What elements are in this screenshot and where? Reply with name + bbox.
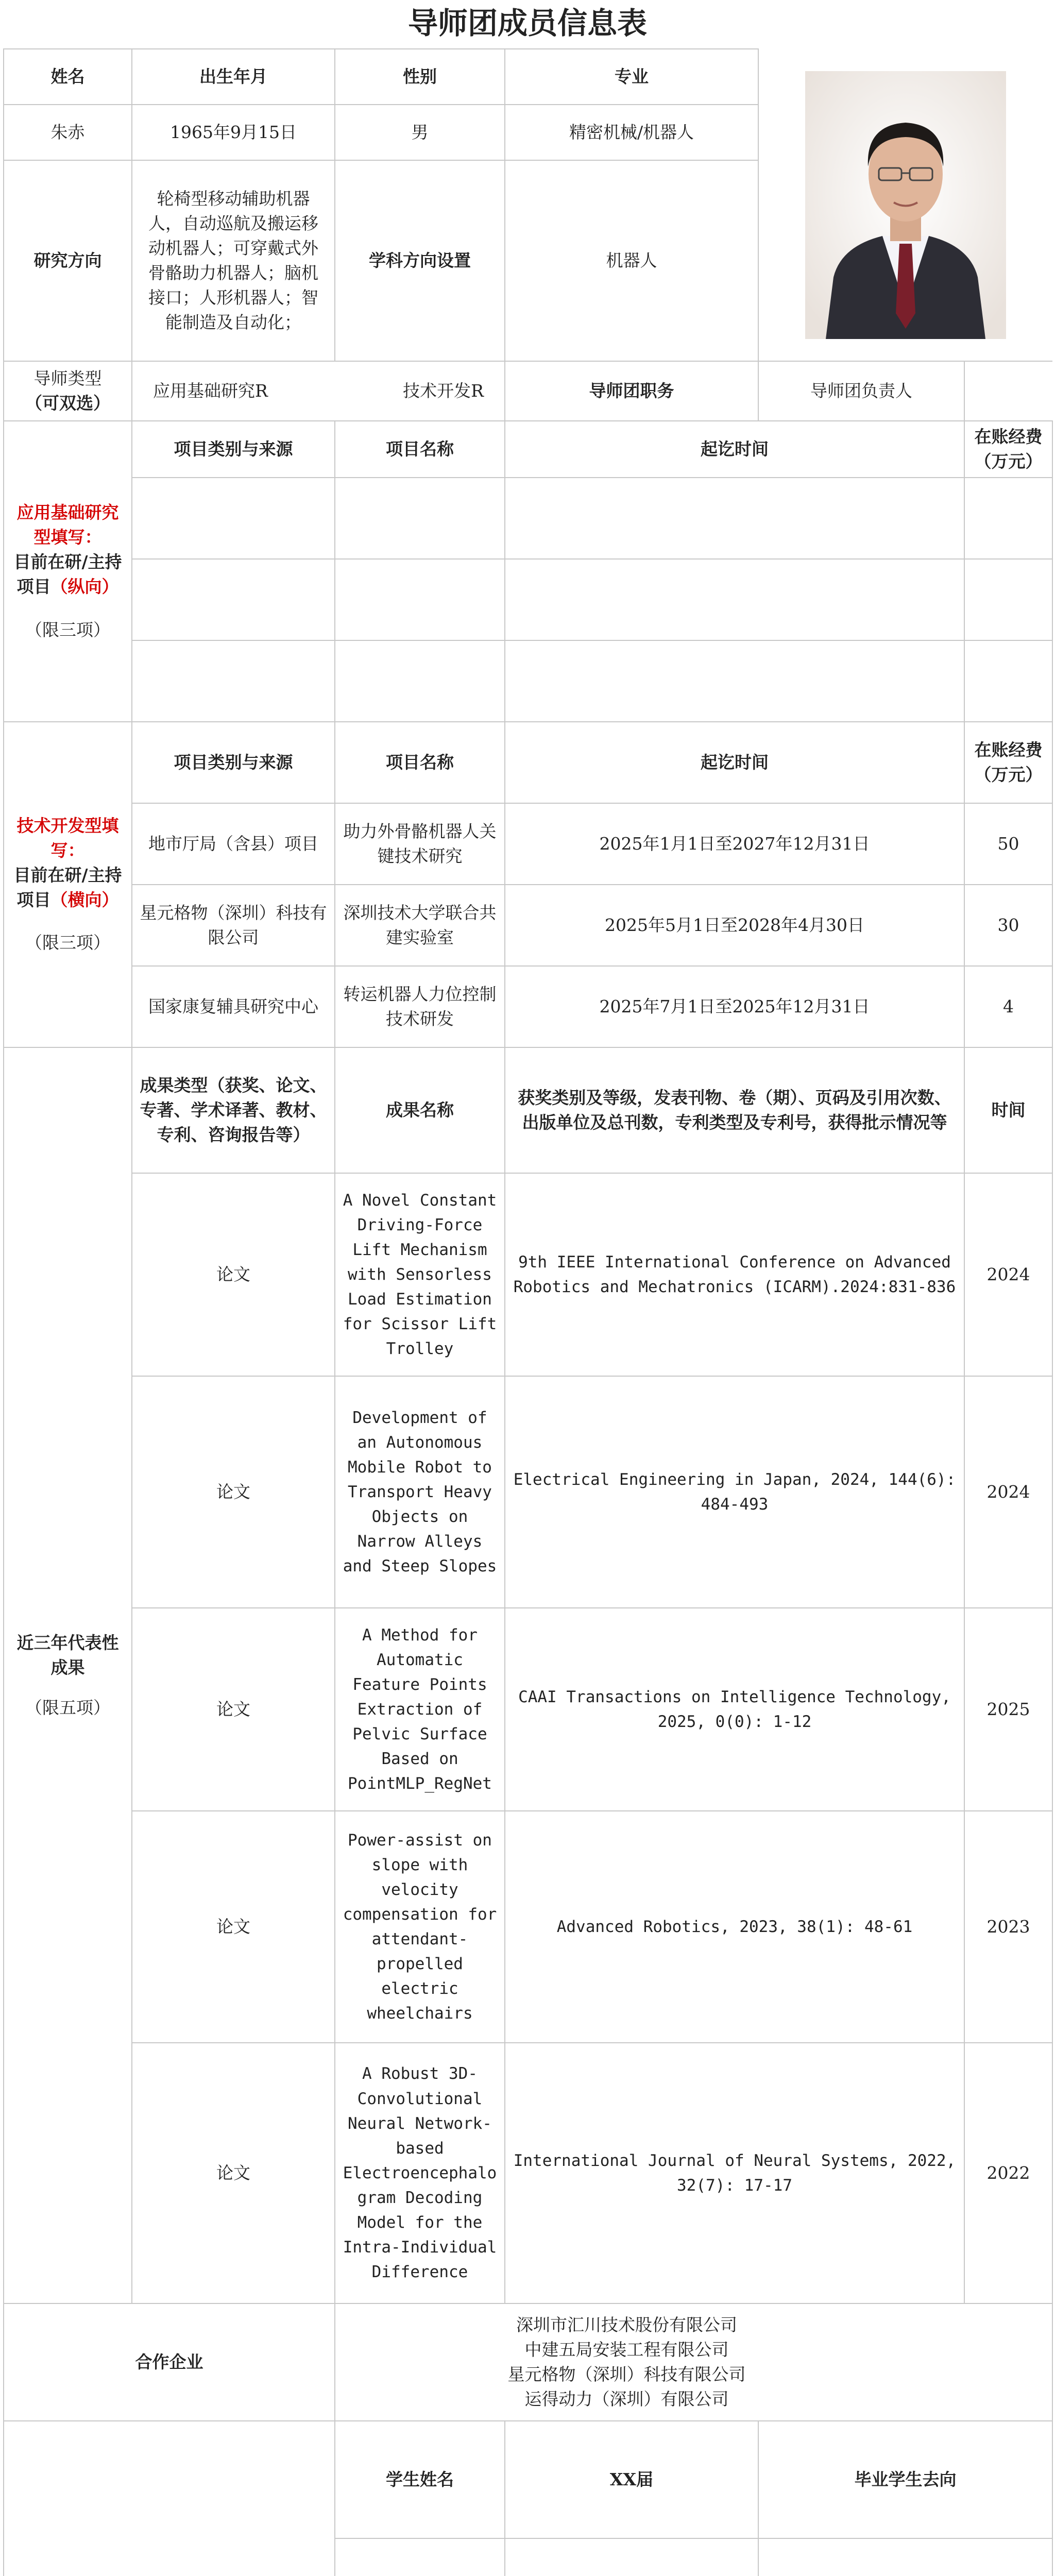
table-row [4, 803, 1052, 885]
cell[interactable] [132, 640, 335, 722]
achievement-venue: International Journal of Neural Systems, 2022, 32(7): 17-17 [505, 2043, 964, 2303]
project-source: 国家康复辅具研究中心 [132, 966, 335, 1047]
mentor-type-note: （可双选） [25, 393, 110, 413]
cell[interactable] [505, 2538, 758, 2576]
basic-col-period: 起讫时间 [505, 421, 964, 478]
achievement-name: A Novel Constant Driving-Force Lift Mechanism with Sensorless Load Estimation for Scissor Lift Trolley [335, 1173, 505, 1376]
cell[interactable] [505, 559, 964, 640]
table-row [4, 885, 1052, 966]
basic-projects-label-vertical: （纵向） [50, 576, 119, 597]
achievement-year: 2023 [964, 1811, 1052, 2043]
header-birth: 出生年月 [132, 49, 335, 105]
tech-projects-label-text: 目前在研/主持项目 [13, 865, 122, 910]
achievements-label [4, 1047, 132, 2303]
achievement-year: 2022 [964, 2043, 1052, 2303]
achievement-venue: Advanced Robotics, 2023, 38(1): 48-61 [505, 1811, 964, 2043]
achievement-venue: Electrical Engineering in Japan, 2024, 144(6): 484-493 [505, 1376, 964, 1608]
project-source: 地市厅局（含县）项目 [132, 803, 335, 885]
ach-col-name: 成果名称 [335, 1047, 505, 1173]
project-name: 助力外骨骼机器人关键技术研究 [335, 803, 505, 885]
project-funding: 4 [964, 966, 1052, 1047]
cell[interactable] [964, 478, 1052, 559]
basic-col-name: 项目名称 [335, 421, 505, 478]
photo-cell [758, 49, 1052, 361]
mentor-type-title: 导师类型 [33, 368, 102, 389]
grad-col-destination: 毕业学生去向 [758, 2421, 1052, 2538]
basic-col-funding: 在账经费（万元） [964, 421, 1052, 478]
achievement-name: Power-assist on slope with velocity compensation for attendant-propelled electric wheelchairs [335, 1811, 505, 2043]
partner-item: 星元格物（深圳）科技有限公司 [507, 2364, 746, 2384]
discipline-value: 机器人 [505, 160, 758, 361]
project-period: 2025年1月1日至2027年12月31日 [505, 803, 964, 885]
achievements-limit: （限五项） [25, 1697, 110, 1718]
project-period: 2025年7月1日至2025年12月31日 [505, 966, 964, 1047]
project-name: 深圳技术大学联合共建实验室 [335, 885, 505, 966]
cell[interactable] [505, 640, 964, 722]
mentor-type-options [132, 361, 505, 421]
cell[interactable] [335, 559, 505, 640]
table-row [4, 1376, 1052, 1608]
tech-col-source: 项目类别与来源 [132, 722, 335, 803]
grad-col-name: 学生姓名 [335, 2421, 505, 2538]
basic-projects-label-type: 应用基础研究型填写： [16, 502, 119, 548]
partner-item: 深圳市汇川技术股份有限公司 [516, 2315, 737, 2335]
header-gender: 性别 [335, 49, 505, 105]
tech-col-period: 起讫时间 [505, 722, 964, 803]
discipline-label: 学科方向设置 [335, 160, 505, 361]
cell[interactable] [505, 478, 964, 559]
ach-col-year: 时间 [964, 1047, 1052, 1173]
empty-cell [964, 361, 1052, 421]
tech-projects-label-type: 技术开发型填写： [16, 816, 119, 860]
partners-list [335, 2303, 1052, 2421]
graduates-label [4, 2421, 335, 2576]
tech-projects-label-horizontal: （横向） [50, 889, 119, 910]
role-label: 导师团职务 [505, 361, 758, 421]
grad-col-year: XX届 [505, 2421, 758, 2538]
basic-projects-label-main [9, 550, 126, 599]
mentor-info-table [3, 48, 1053, 2576]
basic-projects-limit: （限三项） [25, 619, 110, 640]
partner-item: 运得动力（深圳）有限公司 [524, 2388, 729, 2409]
birth-value: 1965年9月15日 [132, 105, 335, 160]
name-value: 朱赤 [4, 105, 132, 160]
project-source: 星元格物（深圳）科技有限公司 [132, 885, 335, 966]
table-row [4, 966, 1052, 1047]
achievement-year: 2025 [964, 1608, 1052, 1811]
partners-label: 合作企业 [4, 2303, 335, 2421]
table-row [4, 1173, 1052, 1376]
achievements-label-text: 近三年代表性成果 [16, 1632, 119, 1677]
achievement-type: 论文 [132, 2043, 335, 2303]
achievement-year: 2024 [964, 1173, 1052, 1376]
tech-col-name: 项目名称 [335, 722, 505, 803]
tech-projects-label [4, 722, 132, 1047]
gender-value: 男 [335, 105, 505, 160]
research-value: 轮椅型移动辅助机器人，自动巡航及搬运移动机器人；可穿戴式外骨骼助力机器人；脑机接口；人形机器人；智能制造及自动化； [132, 160, 335, 361]
cell[interactable] [964, 640, 1052, 722]
partner-item: 中建五局安装工程有限公司 [524, 2339, 729, 2360]
header-major: 专业 [505, 49, 758, 105]
project-funding: 30 [964, 885, 1052, 966]
cell[interactable] [335, 478, 505, 559]
table-row [4, 559, 1052, 640]
cell[interactable] [758, 2538, 1052, 2576]
project-name: 转运机器人力位控制技术研发 [335, 966, 505, 1047]
tech-col-funding: 在账经费（万元） [964, 722, 1052, 803]
page-title: 导师团成员信息表 [407, 6, 647, 41]
mentor-type-label [4, 361, 132, 421]
achievement-type: 论文 [132, 1376, 335, 1608]
cell[interactable] [335, 640, 505, 722]
basic-col-source: 项目类别与来源 [132, 421, 335, 478]
achievement-year: 2024 [964, 1376, 1052, 1608]
achievement-name: A Robust 3D-Convolutional Neural Network-based Electroencephalogram Decoding Model for the Intra-Individual Difference [335, 2043, 505, 2303]
achievement-name: A Method for Automatic Feature Points Extraction of Pelvic Surface Based on PointMLP_RegNet [335, 1608, 505, 1811]
project-period: 2025年5月1日至2028年4月30日 [505, 885, 964, 966]
type-option-basic[interactable]: 应用基础研究R [153, 381, 268, 401]
basic-projects-label [4, 421, 132, 722]
basic-projects-label-text: 目前在研/主持项目 [13, 551, 122, 597]
person-photo-icon [805, 71, 1006, 339]
type-option-tech[interactable]: 技术开发R [403, 381, 484, 401]
cell[interactable] [132, 559, 335, 640]
ach-col-venue: 获奖类别及等级，发表刊物、卷（期）、页码及引用次数、出版单位及总刊数，专利类型及专利号，获得批示情况等 [505, 1047, 964, 1173]
achievement-venue: 9th IEEE International Conference on Advanced Robotics and Mechatronics (ICARM).2024:831-836 [505, 1173, 964, 1376]
achievement-type: 论文 [132, 1173, 335, 1376]
achievement-venue: CAAI Transactions on Intelligence Technology, 2025, 0(0): 1-12 [505, 1608, 964, 1811]
cell[interactable] [964, 559, 1052, 640]
table-row [4, 640, 1052, 722]
table-row [4, 2043, 1052, 2303]
achievement-type: 论文 [132, 1811, 335, 2043]
table-row [4, 1811, 1052, 2043]
table-row [4, 1608, 1052, 1811]
ach-col-type: 成果类型（获奖、论文、专著、学术译著、教材、专利、咨询报告等） [132, 1047, 335, 1173]
tech-projects-label-main [9, 863, 126, 912]
major-value: 精密机械/机器人 [505, 105, 758, 160]
tech-projects-limit: （限三项） [25, 933, 110, 953]
project-funding: 50 [964, 803, 1052, 885]
table-row [4, 478, 1052, 559]
cell[interactable] [132, 478, 335, 559]
achievement-type: 论文 [132, 1608, 335, 1811]
role-value: 导师团负责人 [758, 361, 964, 421]
header-name: 姓名 [4, 49, 132, 105]
cell[interactable] [335, 2538, 505, 2576]
achievement-name: Development of an Autonomous Mobile Robot to Transport Heavy Objects on Narrow Alleys and Steep Slopes [335, 1376, 505, 1608]
research-label: 研究方向 [4, 160, 132, 361]
